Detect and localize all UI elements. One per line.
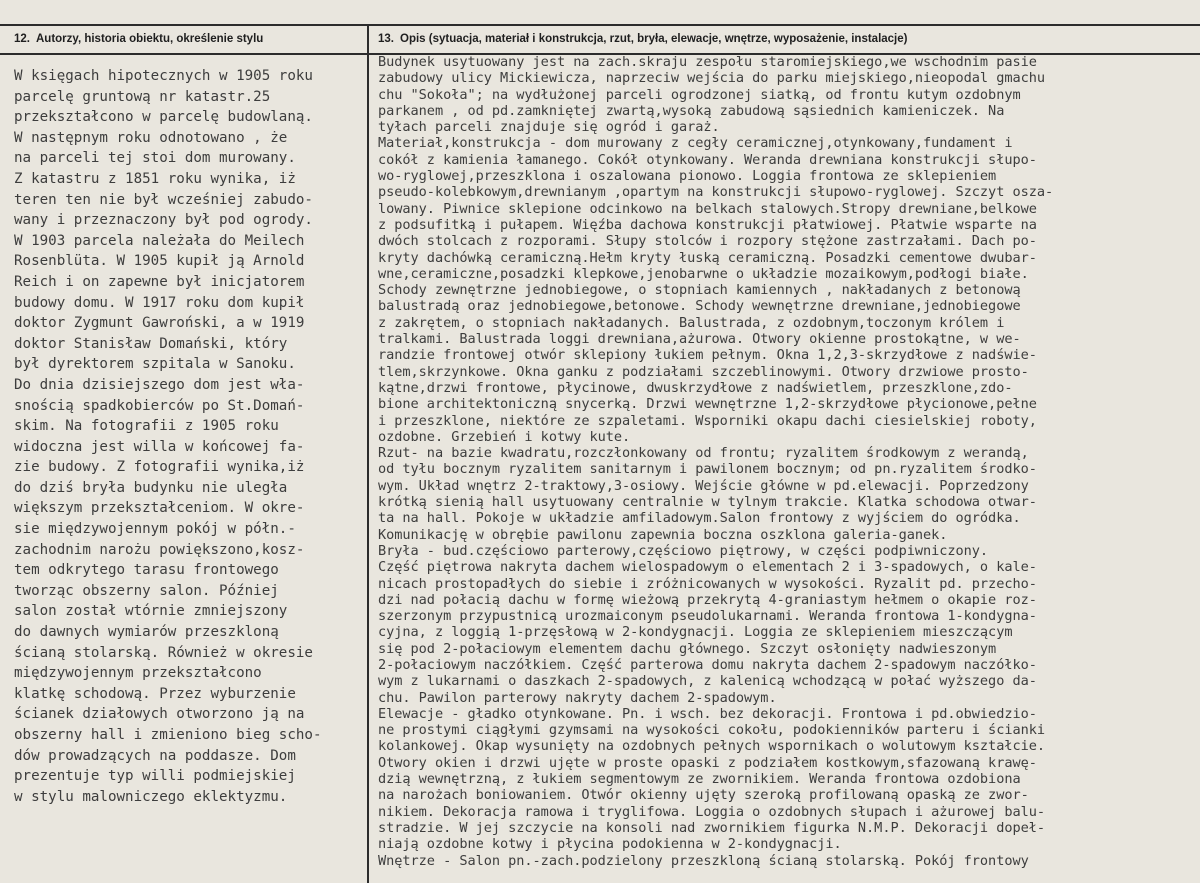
text-line: stradzie. W jej szczycie na konsoli nad zwornikiem figurka N.M.P. Dekoracji dopeł- [378, 819, 1045, 836]
text-line: prezentuje typ willi podmiejskiej [14, 768, 296, 785]
text-line: Wnętrze - Salon pn.-zach.podzielony przeszkloną ścianą stolarską. Pokój frontowy [378, 852, 1029, 869]
text-line: parcelę gruntową nr katastr.25 [14, 88, 271, 105]
section-12-title: Autorzy, historia obiektu, określenie stylu [36, 33, 264, 45]
text-line: W księgach hipotecznych w 1905 roku [14, 68, 313, 84]
text-line: dów prowadzących na poddasze. Dom [14, 747, 296, 764]
text-line: na narożach boniowaniem. Otwór okienny ujęty szeroką profilowaną opaską ze zwor- [378, 787, 1029, 804]
text-line: Elewacje - gładko otynkowane. Pn. i wsch. bez dekoracji. Frontowa i pd.obwiedzio- [378, 705, 1037, 722]
text-line: cokół z kamienia łamanego. Cokół otynkowany. Weranda drewniana konstrukcji słupo- [378, 151, 1037, 168]
text-line: Rosenblüta. W 1905 kupił ją Arnold [14, 253, 305, 270]
text-line: ne prostymi ciągłymi gzymsami na wysokości cokołu, podokienników parteru i ścianki [378, 722, 1045, 739]
text-line: randzie frontowej otwór sklepiony łukiem pełnym. Okna 1,2,3-skrzydłowe z nadświe- [378, 347, 1037, 364]
text-line: w stylu malowniczego eklektyzmu. [14, 788, 288, 805]
text-line: Budynek usytuowany jest na zach.skraju zespołu staromiejskiego,we wschodnim pasie [378, 54, 1037, 70]
text-line: kątne,drzwi frontowe, płycinowe, dwuskrzydłowe z nadświetlem, przeszklone,zdo- [378, 379, 1013, 396]
text-line: wany i przeznaczony był pod ogrody. [14, 212, 313, 229]
text-line: i przeszklone, niektóre ze szpaletami. Wsporniki okapu dachi ciesielskiej roboty, [378, 412, 1037, 429]
text-line: kolankowej. Okap wysunięty na ozdobnych pełnych wspornikach o wolutowym kształcie. [378, 738, 1045, 755]
text-line: był dyrektorem szpitala w Sanoku. [14, 356, 296, 373]
text-line: teren ten nie był wcześniej zabudo- [14, 191, 313, 208]
text-line: do dawnych wymiarów przeszkloną [14, 624, 279, 641]
text-line: dwóch stolcach z rozporami. Słupy stolców i rozpory stężone zastrzałami. Dach po- [378, 233, 1037, 250]
text-line: lowany. Piwnice sklepione odcinkowo na belkach stalowych.Stropy drewniane,belkowe [378, 200, 1037, 217]
text-line: nikiem. Dekoracja ramowa i tryglifowa. Loggia o ozdobnych słupach i ażurowej balu- [378, 803, 1045, 820]
text-line: Otwory okien i drzwi ujęte w proste opaski z podziałem kostkowym,sfazowaną krawę- [378, 754, 1037, 771]
section-13-header [378, 33, 907, 45]
text-line: wym. Układ wnętrz 2-traktowy,3-osiowy. Wejście główne w pd.elewacji. Poprzedzony [378, 477, 1029, 494]
text-line: przekształcono w parcelę budowlaną. [14, 109, 313, 126]
text-line: Część piętrowa nakryta dachem wielospadowym o elementach 2 i 3-spadowych, o kale- [378, 559, 1037, 576]
section-12-number: 12. [14, 33, 30, 45]
text-line: Bryła - bud.częściowo parterowy,częściowo piętrowy, w części podpiwniczony. [378, 542, 989, 559]
text-line: tem odkrytego tarasu frontowego [14, 562, 279, 579]
text-line: tralkami. Balustrada loggi drewniana,ażurowa. Otwory okienne prostokątne, w we- [378, 331, 1021, 348]
section-12-header [14, 33, 263, 45]
text-line: zie budowy. Z fotografii wynika,iż [14, 459, 305, 476]
section-13-body [378, 54, 1190, 869]
text-line: W 1903 parcela należała do Meilech [14, 232, 305, 249]
text-line: Reich i on zapewne był inicjatorem [14, 273, 305, 290]
text-line: kryty dachówką ceramiczną.Hełm kryty łuską ceramiczną. Posadzki cementowe dwubar- [378, 249, 1037, 266]
text-line: większym przekształceniom. W okre- [14, 500, 305, 517]
section-12-body [14, 66, 366, 807]
text-line: balustradą oraz jednobiegowe,betonowe. Schody wewnętrzne drewniane,jednobiegowe [378, 298, 1021, 315]
text-line: nicach prostopadłych do siebie i zróżnicowanych w wysokości. Ryzalit pd. przecho- [378, 575, 1037, 592]
section-13-number: 13. [378, 33, 394, 45]
text-line: salon został wtórnie zmniejszony [14, 603, 288, 620]
text-line: szerzonym przypustnicą urozmaiconym pseudolukarnami. Weranda frontowa 1-kondygna- [378, 608, 1037, 625]
text-line: niają ozdobne kotwy i płycina podokienna w 2-kondygnacji. [378, 836, 842, 853]
text-line: wym z lukarnami o daszkach 2-spadowych, z kalenicą wchodzącą w połać wyższego da- [378, 673, 1037, 690]
text-line: Schody zewnętrzne jednobiegowe, o stopniach kamiennych , nakładanych z betonową [378, 282, 1021, 299]
text-line: tyłach parceli znajduje się ogród i garaż. [378, 119, 720, 136]
text-line: Materiał,konstrukcja - dom murowany z cegły ceramicznej,otynkowany,fundament i [378, 135, 1013, 152]
text-line: obszerny hall i zmieniono bieg scho- [14, 727, 322, 743]
text-line: tlem,skrzynkowe. Okna ganku z podziałami szczeblinowymi. Otwory drzwiowe prosto- [378, 363, 1029, 380]
text-line: Komunikację w obrębie pawilonu zapewnia boczna oszklona galeria-ganek. [378, 526, 948, 543]
text-line: Z katastru z 1851 roku wynika, iż [14, 170, 296, 187]
text-line: dzią wewnętrzną, z łukiem segmentowym ze zwornikiem. Weranda frontowa ozdobiona [378, 771, 1021, 788]
text-line: doktor Zygmunt Gawroński, a w 1919 [14, 315, 305, 332]
text-line: klatkę schodową. Przez wyburzenie [14, 685, 296, 702]
text-line: dzi nad połacią dachu w formę wieżową przekrytą 4-graniastym hełmem o okapie roz- [378, 591, 1037, 608]
text-line: zachodnim narożu powiększono,kosz- [14, 541, 305, 558]
text-line: zabudowy ulicy Mickiewicza, naprzeciw wejścia do parku miejskiego,nieopodal gmachu [378, 70, 1045, 87]
text-line: Do dnia dzisiejszego dom jest wła- [14, 376, 305, 393]
text-line: sie międzywojennym pokój w półn.- [14, 521, 296, 538]
text-line: widoczna jest willa w końcowej fa- [14, 438, 305, 455]
text-line: z zakrętem, o stopniach nakładanych. Balustrada, z ozdobnym,toczonym królem i [378, 314, 1005, 331]
text-line: cyjna, z loggią 1-przęsłową w 2-kondygnacji. Loggia ze sklepieniem mieszczącym [378, 624, 1013, 641]
top-rule [0, 24, 1200, 26]
text-line: Rzut- na bazie kwadratu,rozczłonkowany od frontu; ryzalitem środkowym z werandą, [378, 445, 1029, 462]
text-line: chu. Pawilon parterowy nakryty dachem 2-spadowym. [378, 689, 777, 706]
text-line: ścianek działowych otworzono ją na [14, 706, 305, 723]
text-line: wo-ryglowej,przeszklona i oszalowana pionowo. Loggia frontowa ze sklepieniem [378, 168, 997, 185]
text-line: 2-połaciowym naczółkiem. Część parterowa domu nakryta dachem 2-spadowym naczółko- [378, 656, 1037, 673]
text-line: W następnym roku odnotowano , że [14, 129, 288, 146]
text-line: ta na hall. Pokoje w układzie amfiladowym.Salon frontowy z wyjściem do ogródka. [378, 510, 1021, 527]
text-line: snością spadkobierców po St.Domań- [14, 397, 305, 414]
text-line: budowy domu. W 1917 roku dom kupił [14, 294, 305, 311]
text-line: chu "Sokoła"; na wydłużonej parceli ogrodzonej siatką, od frontu kutym ozdobnym [378, 86, 1021, 103]
text-line: tworząc obszerny salon. Później [14, 582, 279, 599]
text-line: ścianą stolarską. Również w okresie [14, 644, 313, 661]
text-line: się pod 2-połaciowym elementem dachu głównego. Szczyt osłonięty nadwieszonym [378, 640, 997, 657]
text-line: pseudo-kolebkowym,drewnianym ,opartym na konstrukcji słupowo-ryglowej. Szczyt osza- [378, 184, 1054, 201]
text-line: do dziś bryła budynku nie uległa [14, 479, 288, 496]
text-line: skim. Na fotografii z 1905 roku [14, 418, 279, 435]
text-line: ozdobne. Grzebień i kotwy kute. [378, 428, 631, 445]
text-line: bione architektoniczną snycerką. Drzwi wewnętrzne 1,2-skrzydłowe płycionowe,pełne [378, 396, 1037, 413]
text-line: parkanem , od pd.zamkniętej zwartą,wysoką zabudową sąsiednich kamieniczek. Na [378, 102, 1005, 119]
text-line: wne,ceramiczne,posadzki klepkowe,jenobarwne o układzie mozaikowym,podłogi białe. [378, 265, 1029, 282]
text-line: od tyłu bocznym ryzalitem sanitarnym i pawilonem bocznym; od pn.ryzalitem środko- [378, 461, 1037, 478]
text-line: międzywojennym przekształcono [14, 665, 262, 682]
column-divider [367, 24, 369, 883]
text-line: z podsufitką i pułapem. Więźba dachowa konstrukcji płatwiowej. Płatwie wsparte na [378, 216, 1037, 233]
text-line: krótką sienią hall usytuowany centralnie w tylnym trakcie. Klatka schodowa otwar- [378, 494, 1037, 511]
text-line: na parceli tej stoi dom murowany. [14, 150, 296, 167]
text-line: doktor Stanisław Domański, który [14, 335, 288, 352]
section-13-title: Opis (sytuacja, materiał i konstrukcja, rzut, bryła, elewacje, wnętrze, wyposażenie, instalacje) [400, 33, 908, 45]
